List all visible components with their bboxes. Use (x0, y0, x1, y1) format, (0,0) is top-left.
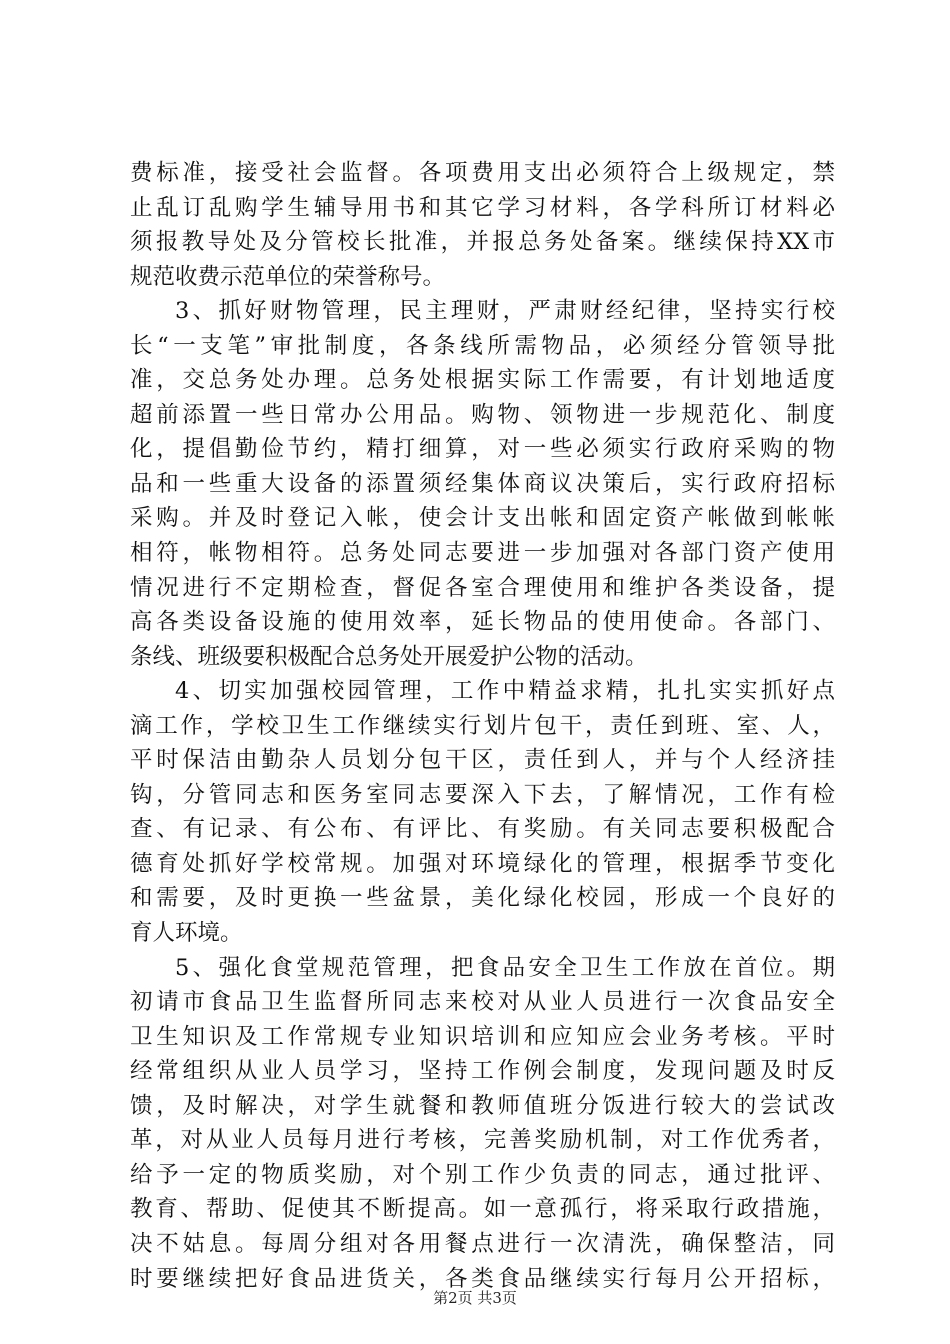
text-line: 给予一定的物质奖励，对个别工作少负责的同志，通过批评、 (130, 1161, 835, 1188)
text-line: 决不姑息。每周分组对各用餐点进行一次清洗，确保整洁，同 (130, 1230, 835, 1257)
text-line: 馈，及时解决，对学生就餐和教师值班分饭进行较大的尝试改 (130, 1092, 835, 1119)
text-line: 条线、班级要积极配合总务处开展爱护公物的活动。 (130, 643, 648, 670)
text-line: 和需要，及时更换一些盆景，美化绿化校园，形成一个良好的 (130, 885, 835, 912)
text-line: 时要继续把好食品进货关，各类食品继续实行每月公开招标， (130, 1265, 835, 1292)
text-line: 3、抓好财物管理，民主理财，严肃财经纪律，坚持实行校 (175, 298, 835, 325)
text-line: 情况进行不定期检查，督促各室合理使用和维护各类设备，提 (130, 574, 835, 601)
text-line: 教育、帮助、促使其不断提高。如一意孤行，将采取行政措施， (130, 1196, 835, 1223)
text-line: 4、切实加强校园管理，工作中精益求精，扎扎实实抓好点 (175, 678, 835, 705)
text-line: 平时保洁由勤杂人员划分包干区，责任到人，并与个人经济挂 (130, 747, 835, 774)
text-line: 相符，帐物相符。总务处同志要进一步加强对各部门资产使用 (130, 540, 835, 567)
text-line: 革，对从业人员每月进行考核，完善奖励机制，对工作优秀者， (130, 1127, 835, 1154)
text-line: 经常组织从业人员学习，坚持工作例会制度，发现问题及时反 (130, 1058, 835, 1085)
text-line: 德育处抓好学校常规。加强对环境绿化的管理，根据季节变化 (130, 850, 835, 877)
text-line: 须报教导处及分管校长批准，并报总务处备案。继续保持XX市 (130, 229, 835, 256)
text-line: 化，提倡勤俭节约，精打细算，对一些必须实行政府采购的物 (130, 436, 835, 463)
text-line: 查、有记录、有公布、有评比、有奖励。有关同志要积极配合 (130, 816, 835, 843)
document-body (130, 156, 835, 1296)
text-line: 育人环境。 (130, 920, 243, 947)
text-line: 超前添置一些日常办公用品。购物、领物进一步规范化、制度 (130, 401, 835, 428)
text-line: 卫生知识及工作常规专业知识培训和应知应会业务考核。平时 (130, 1023, 835, 1050)
text-line: 5、强化食堂规范管理，把食品安全卫生工作放在首位。期 (175, 954, 835, 981)
text-line: 初请市食品卫生监督所同志来校对从业人员进行一次食品安全 (130, 989, 835, 1016)
page-footer: 第2页 共3页 (433, 1289, 517, 1307)
text-line: 滴工作，学校卫生工作继续实行划片包干，责任到班、室、人， (130, 712, 835, 739)
text-line: 钩，分管同志和医务室同志要深入下去，了解情况，工作有检 (130, 781, 835, 808)
text-line: 费标准，接受社会监督。各项费用支出必须符合上级规定，禁 (130, 160, 835, 186)
text-line: 高各类设备设施的使用效率，延长物品的使用使命。各部门、 (130, 609, 835, 636)
text-line: 准，交总务处办理。总务处根据实际工作需要，有计划地适度 (130, 367, 835, 394)
text-line: 品和一些重大设备的添置须经集体商议决策后，实行政府招标 (130, 470, 835, 497)
text-line: 规范收费示范单位的荣誉称号。 (130, 263, 446, 290)
text-line: 止乱订乱购学生辅导用书和其它学习材料，各学科所订材料必 (130, 194, 835, 221)
text-line: 采购。并及时登记入帐，使会计支出帐和固定资产帐做到帐帐 (130, 505, 835, 532)
text-line: 长“一支笔”审批制度，各条线所需物品，必须经分管领导批 (130, 332, 835, 359)
